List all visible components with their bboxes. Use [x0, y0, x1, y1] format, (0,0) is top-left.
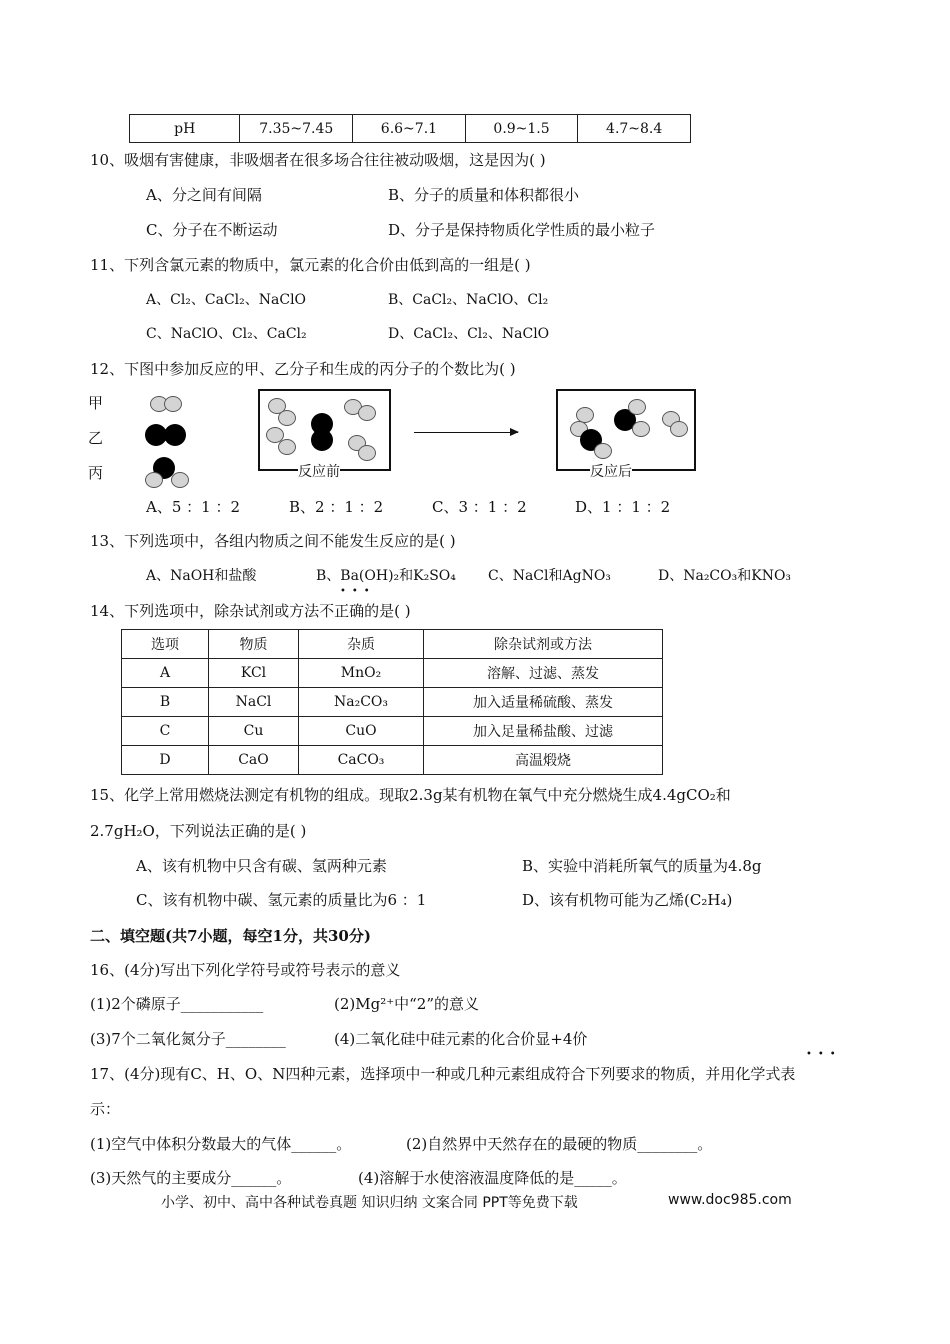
question-15-option-a: A、该有机物中只含有碳、氢两种元素 [136, 857, 387, 875]
after-reaction-box [556, 389, 696, 471]
table-row [122, 717, 663, 746]
table-row [130, 115, 691, 143]
question-14-stem: 14、下列选项中，除杂试剂或方法不正确的是( ) [90, 602, 411, 620]
table-cell: 7.35~7.45 [240, 115, 353, 143]
table-cell: 高温煅烧 [424, 746, 663, 775]
after-reaction-label: 反应后 [590, 461, 632, 481]
question-10-option-b: B、分子的质量和体积都很小 [388, 186, 580, 204]
question-15-option-b: B、实验中消耗所氧气的质量为4.8g [522, 857, 762, 875]
table-header-cell: 选项 [122, 630, 209, 659]
question-17-stem-line2: 示： [90, 1100, 121, 1118]
table-row [122, 659, 663, 688]
section-2-heading: 二、填空题(共7小题，每空1分，共30分) [90, 927, 371, 945]
table-cell: A [122, 659, 209, 688]
emphasis-dots: ••• [340, 586, 376, 597]
table-cell: B [122, 688, 209, 717]
table-cell: NaCl [209, 688, 299, 717]
table-cell: Na₂CO₃ [299, 688, 424, 717]
table-header-row [122, 630, 663, 659]
question-17-part-1: (1)空气中体积分数最大的气体______。 [90, 1135, 352, 1153]
question-13-option-d: D、Na₂CO₃和KNO₃ [658, 568, 792, 584]
question-11-option-d: D、CaCl₂、Cl₂、NaClO [388, 326, 550, 342]
table-header-cell: 杂质 [299, 630, 424, 659]
question-12-option-d: D、1 ：1 ：2 [575, 498, 671, 516]
footer-text: 小学、初中、高中各种试卷真题 知识归纳 文案合同 PPT等免费下载 [161, 1195, 578, 1211]
question-11-stem: 11、下列含氯元素的物质中，氯元素的化合价由低到高的一组是( ) [90, 256, 531, 274]
question-13-option-b: B、Ba(OH)₂和K₂SO₄ [316, 568, 456, 584]
table-cell: 4.7~8.4 [578, 115, 691, 143]
question-16-part-3: (3)7个二氧化氮分子________ [90, 1030, 286, 1048]
table-cell: C [122, 717, 209, 746]
table-cell: 加入足量稀盐酸、过滤 [424, 717, 663, 746]
table-cell: D [122, 746, 209, 775]
question-11-option-a: A、Cl₂、CaCl₂、NaClO [146, 292, 307, 308]
emphasis-dots: ••• [806, 1049, 842, 1060]
table-cell: 溶解、过滤、蒸发 [424, 659, 663, 688]
question-12-option-a: A、5 ：1 ：2 [146, 498, 240, 516]
table-row [122, 746, 663, 775]
impurity-table [121, 629, 663, 775]
question-12-option-c: C、3 ：1 ：2 [432, 498, 527, 516]
question-17-part-3: (3)天然气的主要成分______。 [90, 1169, 292, 1187]
label-bing: 丙 [88, 464, 104, 482]
question-11-option-b: B、CaCl₂、NaClO、Cl₂ [388, 292, 549, 308]
question-13-option-c: C、NaCl和AgNO₃ [488, 568, 611, 584]
question-16-part-2: (2)Mg²⁺中“2”的意义 [334, 995, 480, 1013]
question-16-stem: 16、(4分)写出下列化学符号或符号表示的意义 [90, 961, 401, 979]
table-cell: MnO₂ [299, 659, 424, 688]
table-cell: CuO [299, 717, 424, 746]
question-15-option-c: C、该有机物中碳、氢元素的质量比为6 ：1 [136, 891, 427, 909]
table-cell: 加入适量稀硫酸、蒸发 [424, 688, 663, 717]
question-10-option-a: A、分之间有间隔 [146, 186, 262, 204]
label-yi: 乙 [88, 429, 104, 447]
question-13-option-a: A、NaOH和盐酸 [146, 568, 257, 584]
table-cell: 0.9~1.5 [465, 115, 578, 143]
question-10-option-c: C、分子在不断运动 [146, 221, 278, 239]
table-cell: 6.6~7.1 [353, 115, 466, 143]
arrow-head [510, 428, 519, 436]
reaction-arrow-icon [414, 432, 518, 433]
table-cell: CaCO₃ [299, 746, 424, 775]
before-reaction-label: 反应前 [298, 461, 340, 481]
table-cell: Cu [209, 717, 299, 746]
before-reaction-box [258, 389, 391, 471]
question-15-option-d: D、该有机物可能为乙烯(C₂H₄) [522, 891, 733, 909]
question-17-part-4: (4)溶解于水使溶液温度降低的是_____。 [358, 1169, 627, 1187]
question-10-option-d: D、分子是保持物质化学性质的最小粒子 [388, 221, 656, 239]
ph-table [129, 114, 691, 143]
table-header-cell: 除杂试剂或方法 [424, 630, 663, 659]
question-16-part-1: (1)2个磷原子___________ [90, 995, 264, 1013]
question-11-option-c: C、NaClO、Cl₂、CaCl₂ [146, 326, 307, 342]
question-15-stem-line2: 2.7gH₂O，下列说法正确的是( ) [90, 822, 307, 840]
question-15-stem-line1: 15、化学上常用燃烧法测定有机物的组成。现取2.3g某有机物在氧气中充分燃烧生成4.4gCO₂和 [90, 786, 731, 804]
table-row [122, 688, 663, 717]
question-17-part-2: (2)自然界中天然存在的最硬的物质________。 [406, 1135, 713, 1153]
table-header-cell: 物质 [209, 630, 299, 659]
question-12-stem: 12、下图中参加反应的甲、乙分子和生成的丙分子的个数比为( ) [90, 360, 516, 378]
question-10-stem: 10、吸烟有害健康，非吸烟者在很多场合往往被动吸烟，这是因为( ) [90, 151, 546, 169]
question-17-stem-line1: 17、(4分)现有C、H、O、N四种元素，选择项中一种或几种元素组成符合下列要求的物质，并用化学式表 [90, 1065, 796, 1083]
question-13-stem: 13、下列选项中，各组内物质之间不能发生反应的是( ) [90, 532, 456, 550]
table-cell: pH [130, 115, 240, 143]
table-cell: KCl [209, 659, 299, 688]
question-16-part-4: (4)二氧化硅中硅元素的化合价显+4价 [334, 1030, 588, 1048]
footer-url[interactable]: www.doc985.com [668, 1192, 792, 1208]
label-jia: 甲 [88, 394, 104, 412]
table-cell: CaO [209, 746, 299, 775]
question-12-option-b: B、2 ：1 ：2 [289, 498, 384, 516]
